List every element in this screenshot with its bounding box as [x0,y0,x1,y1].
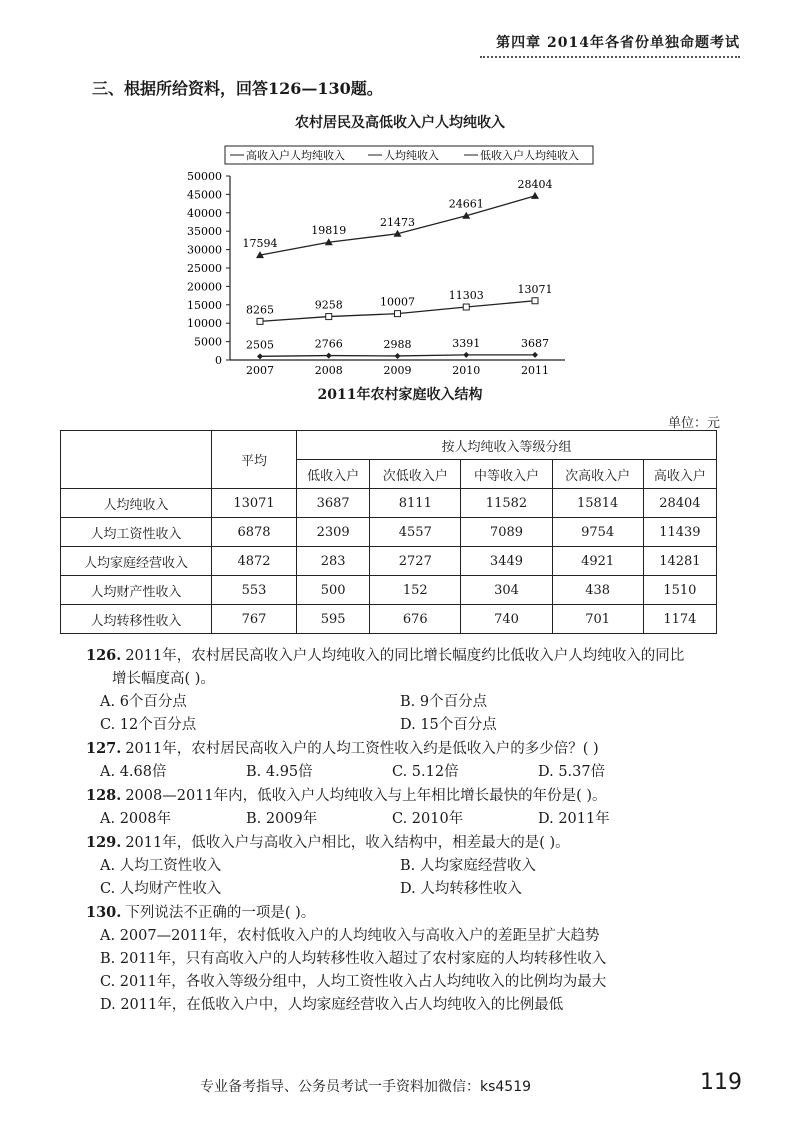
data-label: 3687 [521,336,549,350]
avg-header: 平均 [212,431,297,489]
chart-title: 农村居民及高低收入户人均纯收入 [295,115,505,131]
question-number: 127. [86,740,122,757]
legend-entry: 高收入户人均纯收入 [246,149,345,162]
legend-entry: 人均纯收入 [384,149,439,162]
answer-option[interactable]: D. 2011年 [538,811,610,827]
data-point [326,353,332,359]
data-label: 28404 [517,177,553,191]
table-row [61,547,717,576]
data-point [463,352,469,358]
data-label: 21473 [380,215,415,229]
table-cell: 2309 [297,518,370,547]
answer-option[interactable]: B. 2009年 [246,811,318,827]
table-cell: 9754 [552,518,643,547]
question [86,901,766,1017]
data-label: 13071 [517,282,553,296]
table-cell: 676 [370,605,461,634]
table-cell: 304 [461,576,552,605]
header-divider [480,56,740,58]
y-tick-label: 40000 [187,206,222,220]
data-label: 8265 [246,303,274,317]
data-point [531,192,539,199]
table-row [61,576,717,605]
table-cell: 4921 [552,547,643,576]
footer-note: 专业备考指导、公务员考试一手资料加微信：ks4519 [200,1079,532,1095]
table-cell: 6878 [212,518,297,547]
y-tick-label: 50000 [187,170,222,183]
table-cell: 1510 [643,576,716,605]
y-tick-label: 10000 [187,317,222,331]
answer-option[interactable]: A. 2008年 [100,811,172,827]
question-text: 2011年，农村居民高收入户的人均工资性收入约是低收入户的多少倍？( ) [125,741,599,757]
data-point [395,353,401,359]
data-label: 2766 [314,337,343,351]
data-point [326,314,332,320]
y-tick-label: 35000 [187,225,222,239]
x-tick-label: 2009 [383,364,412,377]
question-number: 128. [86,787,122,804]
answer-option[interactable]: D. 人均转移性收入 [400,881,522,897]
table-cell: 740 [461,605,552,634]
table-cell: 8111 [370,489,461,518]
table-cell: 11439 [643,518,716,547]
y-tick-label: 0 [215,354,222,367]
table-row [61,518,717,547]
x-tick-label: 2010 [452,364,481,377]
table-cell: 1174 [643,605,716,634]
answer-option[interactable]: B. 4.95倍 [246,764,313,780]
row-label: 人均纯收入 [61,489,212,518]
answer-option[interactable]: B. 2011年，只有高收入户的人均转移性收入超过了农村家庭的人均转移性收入 [100,951,607,967]
y-tick-label: 25000 [187,262,222,275]
table-cell: 3687 [297,489,370,518]
answer-option[interactable]: D. 15个百分点 [400,717,497,733]
answer-option[interactable]: D. 2011年，在低收入户中，人均家庭经营收入占人均纯收入的比例最低 [100,997,564,1013]
table-cell: 701 [552,605,643,634]
y-tick-label: 45000 [187,188,222,202]
row-label: 人均家庭经营收入 [61,547,212,576]
question-text: 2011年，农村居民高收入户人均纯收入的同比增长幅度约比低收入户人均纯收入的同比 [125,648,685,664]
question-number: 130. [86,904,122,921]
table-cell: 438 [552,576,643,605]
data-point [532,352,538,358]
row-label: 人均财产性收入 [61,576,212,605]
table-cell: 767 [212,605,297,634]
table-row [61,489,717,518]
answer-option[interactable]: C. 2011年，各收入等级分组中，人均工资性收入占人均纯收入的比例均为最大 [100,974,607,990]
x-tick-label: 2007 [246,364,274,377]
group-header: 按人均纯收入等级分组 [297,431,717,460]
data-point [532,298,538,304]
answer-option[interactable]: C. 5.12倍 [392,764,459,780]
question [86,644,766,737]
row-label: 人均工资性收入 [61,518,212,547]
question [86,784,766,831]
col-header: 低收入户 [297,460,370,489]
question-text-cont: 增长幅度高( )。 [112,671,215,687]
y-tick-label: 5000 [194,335,222,349]
x-tick-label: 2008 [314,364,343,377]
table-cell: 500 [297,576,370,605]
table-cell: 553 [212,576,297,605]
col-header: 次高收入户 [552,460,643,489]
answer-option[interactable]: C. 人均财产性收入 [100,881,222,897]
answer-option[interactable]: C. 2010年 [392,811,464,827]
table-cell: 2727 [370,547,461,576]
table-cell: 283 [297,547,370,576]
answer-option[interactable]: A. 人均工资性收入 [100,858,222,874]
table-cell: 4872 [212,547,297,576]
data-label: 10007 [380,295,415,309]
section-heading: 三、根据所给资料，回答126—130题。 [92,79,383,98]
y-tick-label: 30000 [187,243,222,257]
data-point [463,304,469,310]
answer-option[interactable]: B. 人均家庭经营收入 [400,858,536,874]
data-label: 3391 [452,336,481,350]
table-unit: 单位：元 [667,416,720,431]
col-header: 次低收入户 [370,460,461,489]
col-header: 高收入户 [643,460,716,489]
line-chart [170,140,620,380]
answer-option[interactable]: B. 9个百分点 [400,694,488,710]
row-label: 人均转移性收入 [61,605,212,634]
question-text: 2011年，低收入户与高收入户相比，收入结构中，相差最大的是( )。 [125,835,570,851]
data-point [257,353,263,359]
y-tick-label: 15000 [187,298,222,312]
data-label: 19819 [311,224,347,238]
data-point [395,311,401,317]
data-label: 2505 [246,338,274,352]
table-cell: 11582 [461,489,552,518]
answer-option[interactable]: A. 2007—2011年，农村低收入户的人均纯收入与高收入户的差距呈扩大趋势 [100,928,600,944]
table-cell: 28404 [643,489,716,518]
y-tick-label: 20000 [187,280,222,294]
table-cell: 595 [297,605,370,634]
table-title: 2011年农村家庭收入结构 [317,387,483,403]
question-number: 126. [86,647,122,664]
question-list [86,644,766,1017]
page-header: 第四章 2014年各省份单独命题考试 [496,35,740,51]
legend-entry: 低收入户人均纯收入 [480,149,579,162]
data-point [257,318,263,324]
income-structure-table [60,430,717,634]
table-cell: 4557 [370,518,461,547]
question-text: 2008—2011年内，低收入户人均纯收入与上年相比增长最快的年份是( )。 [125,788,607,804]
page-number: 119 [700,1070,742,1095]
table-row [61,605,717,634]
table-corner [61,431,212,489]
data-label: 2988 [383,337,412,351]
answer-option[interactable]: D. 5.37倍 [538,764,606,780]
answer-option[interactable]: A. 6个百分点 [100,694,187,710]
table-cell: 14281 [643,547,716,576]
data-label: 11303 [448,289,484,303]
data-label: 24661 [448,197,484,211]
question [86,831,766,901]
answer-option[interactable]: A. 4.68倍 [100,764,167,780]
table-cell: 15814 [552,489,643,518]
answer-option[interactable]: C. 12个百分点 [100,717,197,733]
question [86,737,766,784]
data-label: 9258 [314,298,343,312]
data-label: 17594 [242,237,278,251]
question-number: 129. [86,834,122,851]
table-cell: 152 [370,576,461,605]
table-cell: 7089 [461,518,552,547]
col-header: 中等收入户 [461,460,552,489]
x-tick-label: 2011 [521,364,549,377]
table-cell: 13071 [212,489,297,518]
table-cell: 3449 [461,547,552,576]
question-text: 下列说法不正确的一项是( )。 [125,905,316,921]
